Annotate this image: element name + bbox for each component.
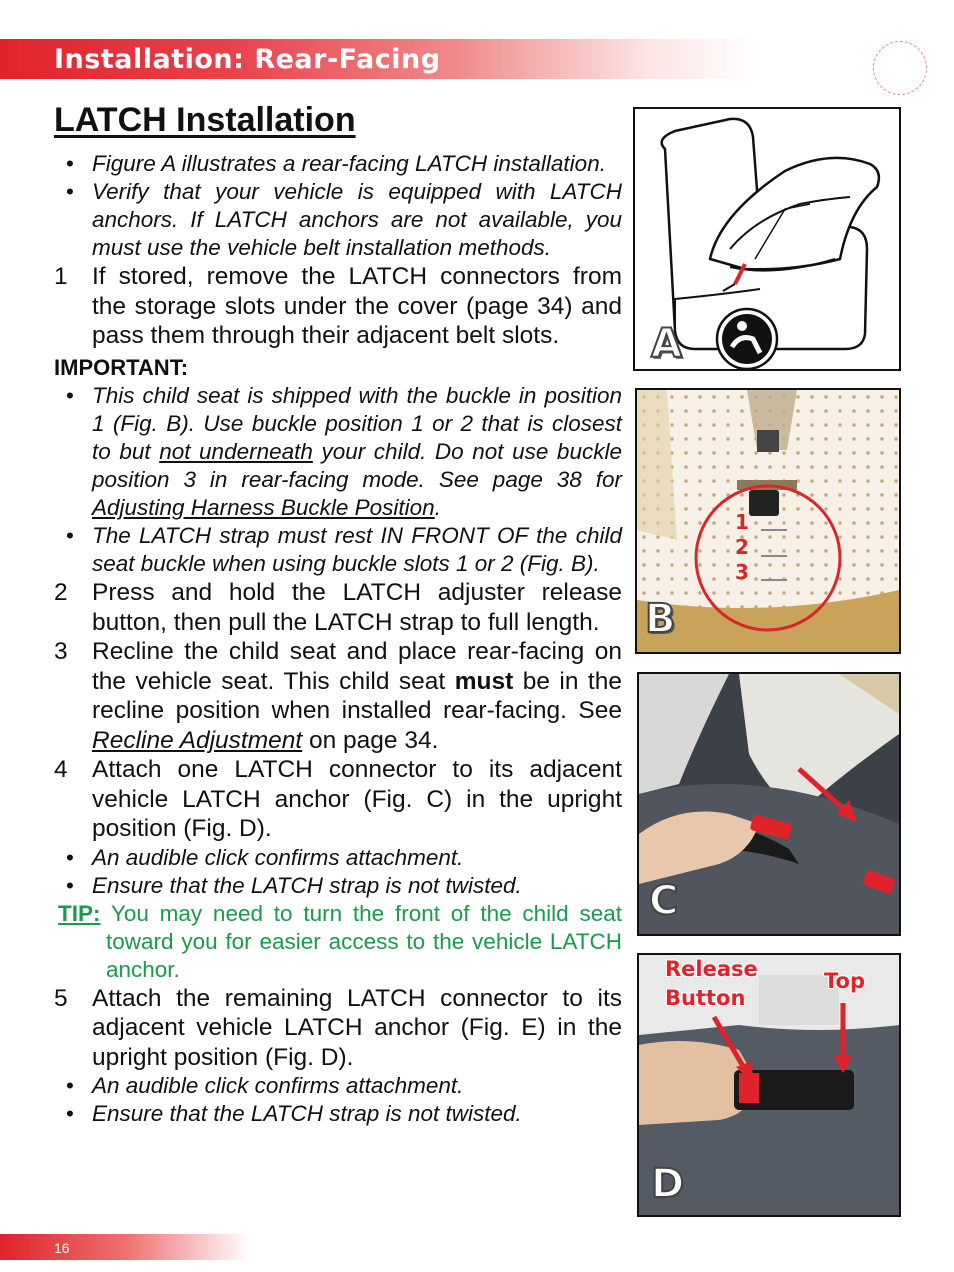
step-4-bullet: • An audible click confirms attachment. [52, 844, 622, 872]
decorative-circle [873, 41, 927, 95]
tip [52, 900, 622, 984]
text-run: on page 34. [302, 726, 439, 754]
figure-label: B [645, 596, 676, 642]
step-5-bullet: • An audible click confirms attachment. [52, 1072, 622, 1100]
figure-c [637, 672, 901, 936]
step-4-bullet: • Ensure that the LATCH strap is not twisted. [52, 872, 622, 900]
step-text: If stored, remove the LATCH connectors from the storage slots under the cover (page 34) and pass them through their adjacent belt slots. [92, 263, 622, 349]
label-line: Button [665, 986, 746, 1010]
step-1 [52, 262, 622, 351]
position-number: 3 [735, 560, 749, 584]
label-line: Release [665, 957, 758, 981]
important-bullet: • The LATCH strap must rest IN FRONT OF the child seat buckle when using buckle slots 1 or 2 (Fig. B). [52, 522, 622, 578]
instructions [52, 150, 622, 1128]
important-label: IMPORTANT: [54, 354, 189, 380]
intro-bullet: • Verify that your vehicle is equipped with LATCH anchors. If LATCH anchors are not available, you must use the vehicle belt installation methods. [52, 178, 622, 262]
figure-label: D [651, 1161, 685, 1207]
step-text: Attach the remaining LATCH connector to its adjacent vehicle LATCH anchor (Fig. E) in the upright position (Fig. D). [92, 984, 622, 1071]
release-button-label [665, 955, 758, 1013]
text-run: . [434, 495, 441, 520]
figure-a [633, 107, 901, 371]
section-title: Installation: Rear-Facing [54, 44, 441, 75]
page-title: LATCH Installation [54, 101, 356, 139]
step-number: 5 [54, 984, 68, 1012]
figure-label: A [651, 321, 682, 367]
top-label: Top [824, 969, 865, 993]
bold-text: must [454, 667, 514, 695]
cross-reference-link[interactable]: Adjusting Harness Buckle Position [92, 495, 435, 520]
figure-b [635, 388, 901, 654]
cross-reference-link[interactable]: Recline Adjustment [92, 726, 303, 754]
step-3 [52, 637, 622, 755]
step-number: 2 [54, 579, 68, 606]
footer-bar [0, 1234, 250, 1260]
tip-text: You may need to turn the front of the child seat toward you for easier access to the vehicle LATCH anchor. [100, 900, 622, 982]
text-run: Recline the child seat and place rear-facing on the vehicle seat. This child seat [92, 638, 622, 695]
page-number: 16 [54, 1240, 70, 1256]
important-bullet [52, 382, 622, 522]
step-text: Press and hold the LATCH adjuster release button, then pull the LATCH strap to full length. [92, 579, 622, 636]
figure-d [637, 953, 901, 1217]
buckle-positions [735, 510, 749, 585]
position-number: 2 [735, 535, 749, 559]
step-text: Attach one LATCH connector to its adjacent vehicle LATCH anchor (Fig. C) in the upright position (Fig. D). [92, 756, 622, 842]
buckle-photo-illustration [637, 390, 899, 652]
emphasis-text: not underneath [159, 439, 313, 464]
intro-bullet: • Figure A illustrates a rear-facing LATCH installation. [52, 150, 622, 178]
position-number: 1 [735, 510, 749, 534]
tip-label: TIP: [58, 900, 101, 926]
step-number: 1 [54, 263, 68, 290]
step-2 [52, 578, 622, 637]
step-4 [52, 755, 622, 844]
step-number: 4 [54, 756, 68, 783]
text-run: your child. Do not use buckle position 3 in rear-facing mode. See page 38 for [92, 439, 622, 492]
text-run: This child seat is shipped with the buckle in position 1 (Fig. B). Use buckle position 1 or 2 that is closest to but [92, 383, 622, 464]
step-5 [52, 984, 622, 1073]
step-5-bullet: • Ensure that the LATCH strap is not twisted. [52, 1100, 622, 1128]
figure-label: C [649, 878, 679, 924]
text-run: be in the recline position when installed rear-facing. See [92, 667, 622, 724]
step-number: 3 [54, 638, 68, 665]
